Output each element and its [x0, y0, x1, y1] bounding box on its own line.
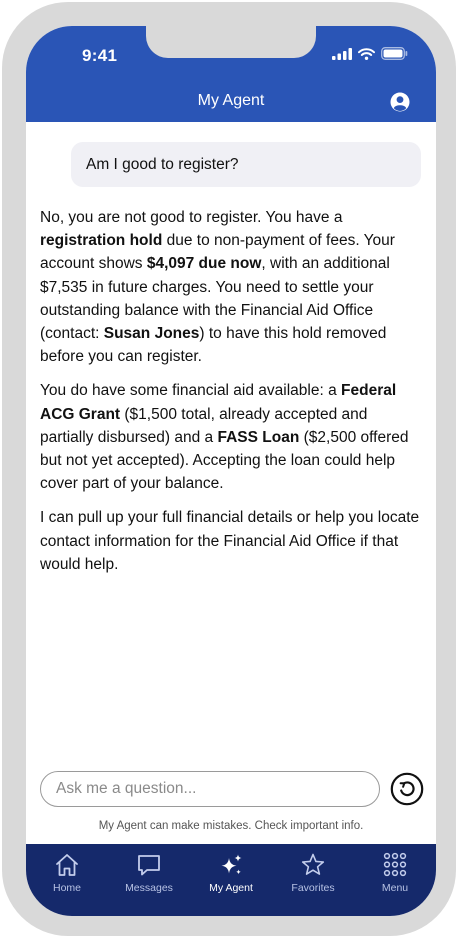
wifi-icon	[358, 48, 375, 60]
app-screen	[26, 26, 436, 916]
user-message-bubble: Am I good to register?	[71, 142, 421, 187]
response-bold-text: Federal ACG Grant	[40, 382, 397, 423]
response-text: No, you are not good to register. You have a	[40, 209, 343, 226]
message-icon	[135, 851, 163, 879]
response-bold-text: $4,097 due now	[146, 255, 262, 273]
response-paragraph	[40, 379, 424, 495]
question-input-row	[40, 771, 424, 809]
phone-frame	[2, 2, 456, 936]
device-notch	[146, 26, 316, 58]
response-text: due to non-payment of fees. Your account shows	[40, 232, 395, 273]
status-icons	[332, 47, 408, 60]
tab-home[interactable]	[26, 844, 108, 916]
disclaimer-text: My Agent can make mistakes. Check important info.	[98, 820, 364, 832]
question-input[interactable]	[40, 771, 380, 807]
response-text: ($1,500 total, already accepted and partially disbursed) and a	[40, 405, 368, 446]
bottom-tab-bar	[26, 844, 436, 916]
response-text: ) to have this hold removed before you can register.	[40, 325, 387, 366]
status-time: 9:41	[82, 46, 118, 65]
star-icon	[299, 851, 327, 879]
response-text: ($2,500 offered but not yet accepted). Accepting the loan could help cover part of your balance.	[40, 428, 409, 493]
agent-response	[40, 206, 424, 587]
response-text: You do have some financial aid available: a	[40, 382, 342, 400]
tab-menu[interactable]	[354, 844, 436, 916]
tab-label: My Agent	[209, 882, 253, 894]
voice-mode-button[interactable]	[390, 772, 424, 806]
response-paragraph: I can pull up your full financial details or help you locate contact information for the Financial Aid Office if that would help.	[40, 509, 420, 573]
sparkle-icon	[217, 851, 245, 879]
tab-label: Home	[52, 882, 81, 894]
battery-icon	[381, 47, 408, 60]
response-bold-text: Susan Jones	[103, 325, 200, 343]
tab-my-agent[interactable]	[190, 844, 272, 916]
page-title: My Agent	[197, 92, 265, 109]
signal-icon	[332, 48, 352, 60]
tab-favorites[interactable]	[272, 844, 354, 916]
tab-label: Messages	[125, 882, 173, 894]
tab-messages[interactable]	[108, 844, 190, 916]
response-text: , with an additional $7,535 in future charges. You need to settle your outstanding balance with the Financial Aid Office (contact:	[40, 255, 390, 343]
response-paragraph	[40, 206, 424, 368]
response-bold-text: registration hold	[40, 232, 163, 250]
app-header	[26, 26, 436, 122]
profile-icon[interactable]	[390, 92, 410, 112]
grid-icon	[381, 851, 409, 879]
tab-label: Favorites	[291, 882, 335, 894]
response-bold-text: FASS Loan	[217, 428, 300, 446]
tab-label: Menu	[381, 882, 409, 894]
chat-area[interactable]	[26, 122, 436, 762]
home-icon	[53, 851, 81, 879]
